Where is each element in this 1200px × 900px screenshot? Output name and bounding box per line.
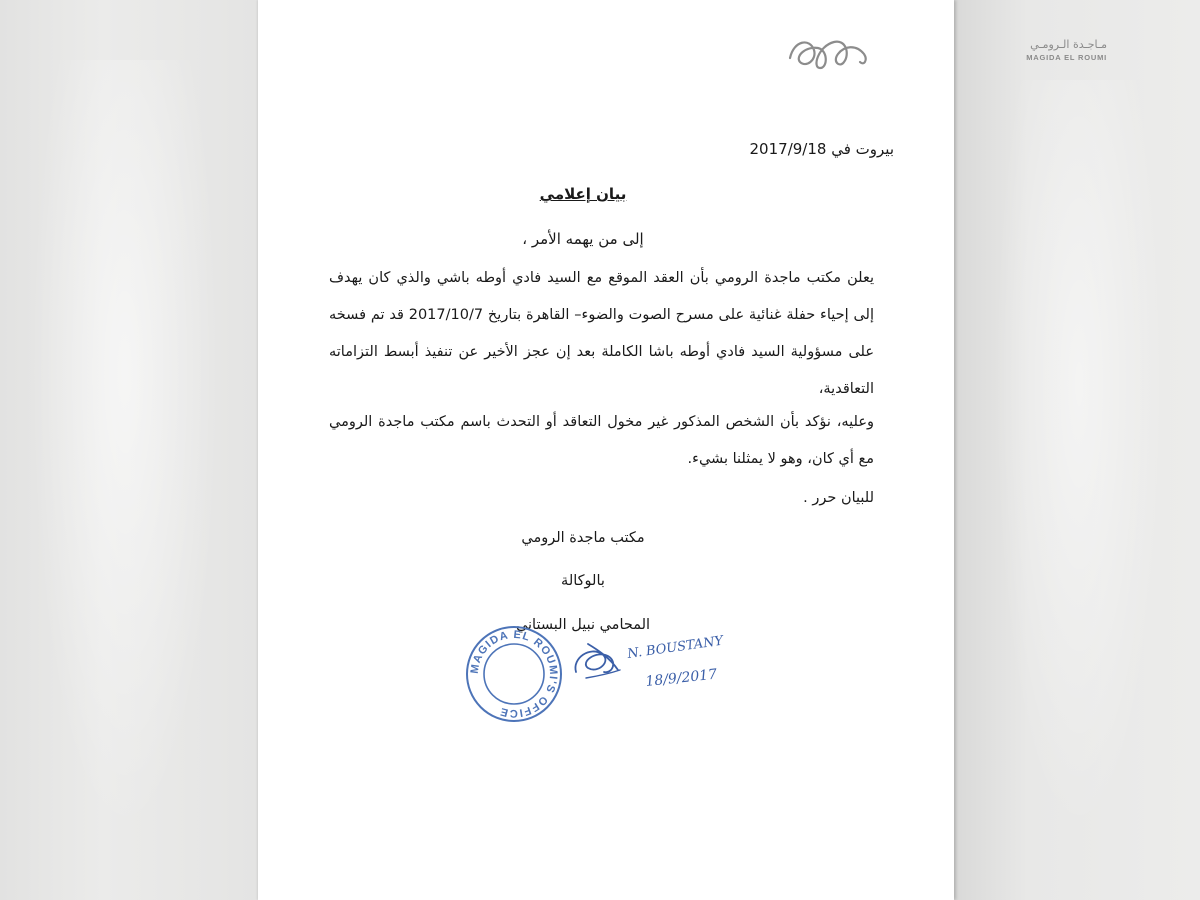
magida-logo-icon — [784, 28, 872, 76]
background-right — [954, 0, 1200, 900]
letter-paragraph: وعليه، نؤكد بأن الشخص المذكور غير مخول التعاقد أو التحدث باسم مكتب ماجدة الرومي مع أي كان، وهو لا يمثلنا بشيء. — [329, 414, 874, 467]
letterhead-name-english: MAGIDA EL ROUMI — [1026, 53, 1107, 62]
signatory-proxy: بالوكالة — [561, 573, 605, 589]
letterhead-name-arabic: مـاجـدة الـرومـي — [1030, 38, 1107, 51]
handwritten-signature — [568, 628, 738, 698]
svg-text:MAGIDA EL ROUMI'S OFFICE — [469, 629, 560, 719]
signatory-lawyer: المحامي نبيل البستاني — [515, 617, 651, 633]
letter-date: بيروت في 2017/9/18 — [749, 140, 894, 158]
stamp-ring-text: MAGIDA EL ROUMI'S OFFICE — [468, 628, 560, 720]
letter-closing: للبيان حرر . — [803, 490, 874, 506]
letter-paragraph: يعلن مكتب ماجدة الرومي بأن العقد الموقع مع السيد فادي أوطه باشي والذي كان يهدف إلى إحياء حفلة غنائية على مسرح الصوت والضوء– القاهرة بتاريخ 2017/10/7 قد تم فسخه على مسؤولية السيد فادي أوطه باشا الكاملة بعد إن عجز الأخير عن تنفيذ أبسط التزاماته التعاقدية، — [329, 270, 874, 397]
background-left — [0, 0, 258, 900]
letter-heading: بيان إعلامي — [539, 185, 627, 203]
signature-date: 18/9/2017 — [644, 666, 718, 690]
letter-salutation: إلى من يهمه الأمر ، — [522, 230, 644, 248]
office-stamp-icon — [462, 622, 566, 726]
signatory-office: مكتب ماجدة الرومي — [521, 530, 645, 546]
signature-name: N. BOUSTANY — [626, 633, 725, 662]
